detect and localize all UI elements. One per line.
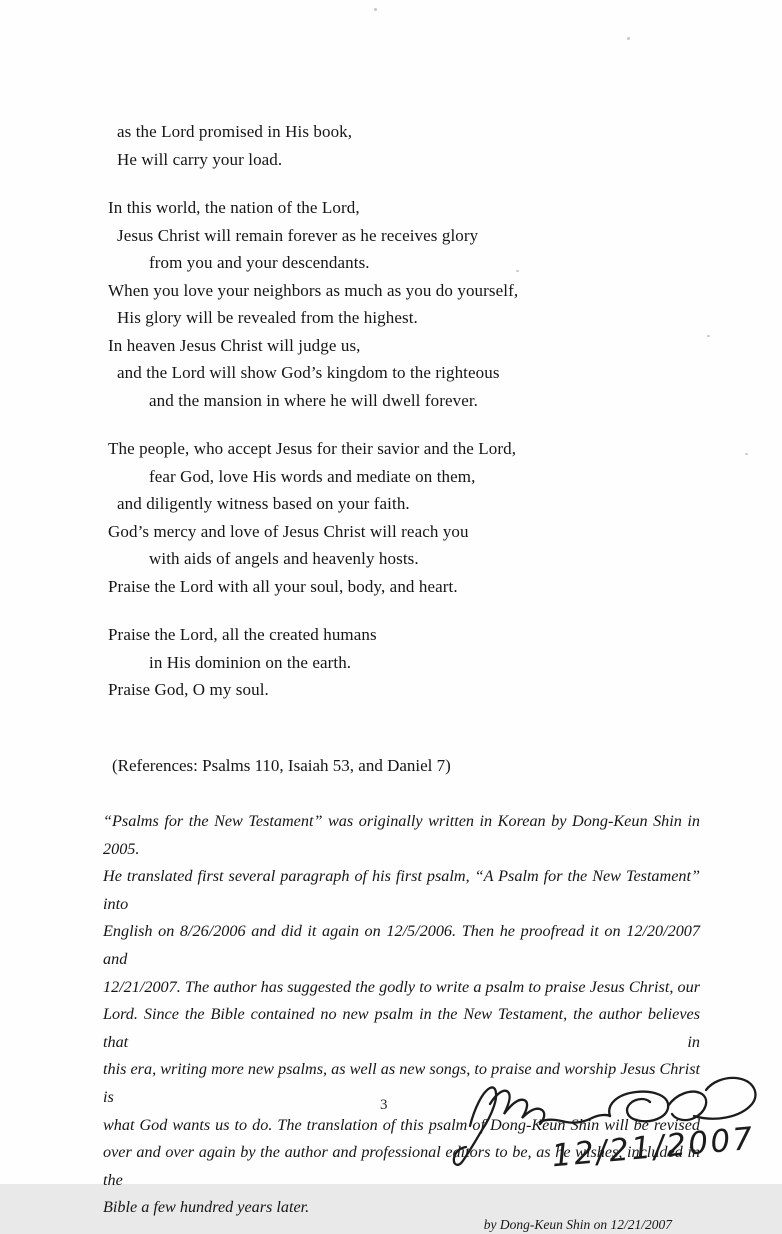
colophon-line: Bible a few hundred years later. [103, 1198, 310, 1217]
colophon-line: this era, writing more new psalms, as well as new songs, to praise and worship Jesus Christ is [103, 1060, 700, 1106]
references-line: (References: Psalms 110, Isaiah 53, and Daniel 7) [112, 755, 451, 775]
poem-line: In heaven Jesus Christ will judge us, [108, 335, 361, 355]
scan-speck [745, 453, 748, 455]
colophon-line: He translated first several paragraph of his first psalm, “A Psalm for the New Testament” into [103, 867, 700, 913]
poem-line: His glory will be revealed from the highest. [117, 308, 418, 327]
poem-line: in His dominion on the earth. [149, 652, 352, 672]
author-byline: by Dong-Keun Shin on 12/21/2007 [483, 1216, 672, 1232]
poem-line: God’s mercy and love of Jesus Christ will reach you [108, 521, 469, 541]
poem-line: Praise God, O my soul. [108, 680, 269, 699]
scan-speck [516, 270, 519, 272]
poem-line: fear God, love His words and mediate on them, [149, 466, 476, 486]
colophon-line: over and over again by the author and professional editors to be, as he wishes, included in the [103, 1143, 700, 1189]
poem-line: The people, who accept Jesus for their savior and the Lord, [108, 439, 517, 458]
poem-line: from you and your descendants. [149, 253, 370, 272]
colophon-line: English on 8/26/2006 and did it again on 12/5/2006. Then he proofread it on 12/20/2007 and [103, 922, 700, 968]
colophon-line: 12/21/2007. The author has suggested the godly to write a psalm to praise Jesus Christ, our [103, 977, 700, 996]
handwritten-date: 12/21/2007 [550, 1120, 757, 1175]
poem-line: and the mansion in where he will dwell forever. [149, 390, 479, 410]
poem-line: and the Lord will show God’s kingdom to the righteous [117, 363, 500, 382]
handwritten-signature [448, 1058, 770, 1182]
poem-line: He will carry your load. [117, 149, 283, 169]
poem-line: When you love your neighbors as much as you do yourself, [108, 280, 519, 300]
poem-line: and diligently witness based on your faith. [117, 494, 410, 513]
poem-line: In this world, the nation of the Lord, [108, 198, 360, 217]
scan-speck [627, 37, 630, 40]
colophon-line: “Psalms for the New Testament” was originally written in Korean by Dong-Keun Shin in 2005. [103, 812, 700, 858]
poem-line: Praise the Lord with all your soul, body, and heart. [108, 576, 458, 596]
poem-line: Praise the Lord, all the created humans [108, 625, 377, 644]
colophon-line: what God wants us to do. The translation of this psalm of Dong-Keun Shin will be revised [103, 1115, 700, 1134]
scan-speck [374, 8, 377, 11]
poem-line: as the Lord promised in His book, [117, 122, 353, 141]
page-number: 3 [380, 1097, 388, 1113]
scan-speck [707, 335, 710, 337]
poem-line: with aids of angels and heavenly hosts. [149, 549, 419, 568]
signature-scrawl-icon [448, 1058, 770, 1182]
psalm-text [108, 118, 700, 704]
poem-line: Jesus Christ will remain forever as he receives glory [117, 225, 479, 245]
colophon-line: Lord. Since the Bible contained no new psalm in the New Testament, the author believes that in [103, 1005, 700, 1051]
